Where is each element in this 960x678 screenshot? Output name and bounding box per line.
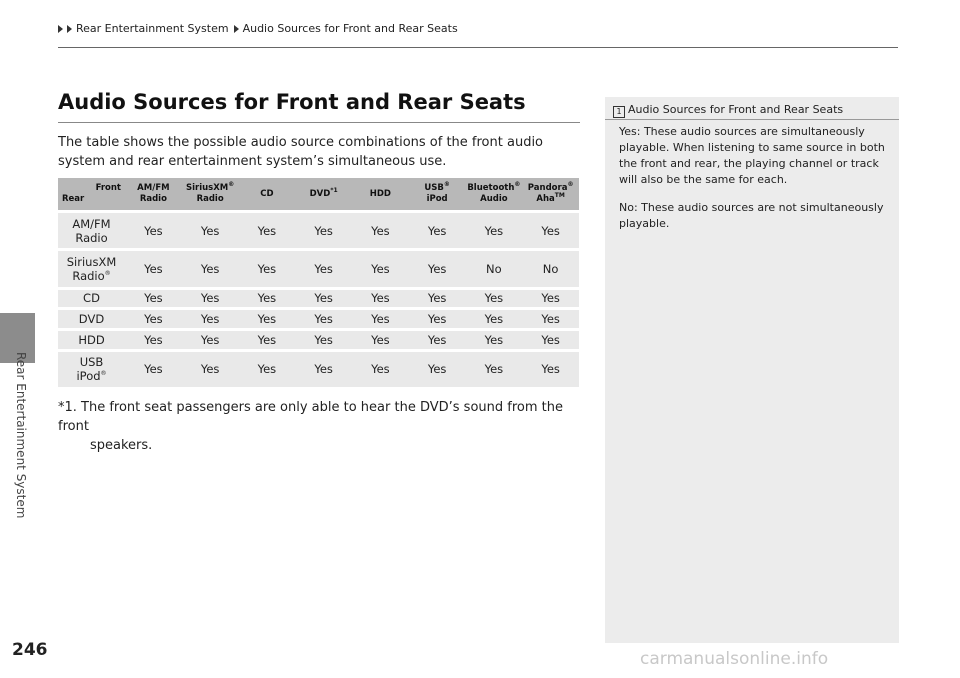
table-cell: Yes — [295, 310, 352, 328]
column-header-label: Radio — [196, 194, 224, 204]
footnote-line: speakers. — [90, 438, 153, 453]
row-header-label: iPod — [76, 369, 101, 384]
column-header-sup: TM — [554, 192, 565, 200]
table-cell: Yes — [182, 290, 239, 308]
table-corner-header — [58, 178, 125, 210]
table-cell: Yes — [352, 310, 409, 328]
table-cell: Yes — [182, 352, 239, 387]
column-header-label: Pandora — [527, 183, 568, 193]
column-header-label: SiriusXM — [185, 183, 229, 193]
row-header-sup: ® — [100, 370, 107, 378]
breadcrumb-item[interactable]: Rear Entertainment System — [76, 22, 229, 35]
table-cell: Yes — [522, 213, 579, 248]
table-row — [58, 310, 579, 328]
column-header-label: CD — [260, 188, 274, 199]
column-header-sup: ® — [567, 181, 574, 189]
table-cell: Yes — [409, 310, 466, 328]
table-cell: Yes — [125, 331, 182, 349]
table-cell: Yes — [352, 352, 409, 387]
column-header — [409, 178, 466, 210]
note-divider — [605, 119, 899, 120]
row-header-label: CD — [83, 291, 100, 306]
table-cell: Yes — [182, 331, 239, 349]
column-header-label: iPod — [426, 194, 448, 204]
table-cell: Yes — [125, 352, 182, 387]
table-cell: Yes — [239, 213, 296, 248]
row-header — [58, 213, 125, 248]
table-cell: Yes — [409, 290, 466, 308]
table-cell: Yes — [522, 331, 579, 349]
table-cell: Yes — [295, 213, 352, 248]
note-icon: 1 — [613, 106, 625, 118]
note-heading — [613, 103, 843, 118]
table-row — [58, 352, 579, 387]
row-header-label: USB — [79, 355, 104, 370]
table-cell: No — [466, 251, 523, 286]
column-header — [239, 178, 296, 210]
note-panel — [605, 97, 899, 643]
table-cell: Yes — [522, 310, 579, 328]
table-cell: Yes — [295, 331, 352, 349]
table-cell: Yes — [239, 331, 296, 349]
triangle-right-icon — [234, 25, 239, 33]
column-header-label: Radio — [139, 194, 167, 204]
table-cell: Yes — [239, 290, 296, 308]
row-header-label: DVD — [78, 312, 105, 327]
column-header-label: AM/FM — [137, 183, 170, 193]
header-divider — [58, 47, 898, 48]
row-header — [58, 331, 125, 349]
row-header-sup: ® — [104, 270, 111, 278]
page-title: Audio Sources for Front and Rear Seats — [58, 90, 526, 114]
table-cell: Yes — [466, 290, 523, 308]
triangle-right-icon — [67, 25, 72, 33]
table-cell: No — [522, 251, 579, 286]
table-cell: Yes — [239, 310, 296, 328]
row-header — [58, 251, 125, 286]
section-tab-label: Rear Entertainment System — [14, 352, 28, 519]
table-cell: Yes — [182, 310, 239, 328]
column-header-label: HDD — [369, 188, 391, 199]
column-header-label: USB — [424, 183, 444, 193]
watermark: carmanualsonline.info — [640, 649, 829, 669]
intro-paragraph: The table shows the possible audio source combinations of the front audio system and rear entertainment system’s simultaneous use. — [58, 135, 544, 169]
page-number: 246 — [12, 640, 48, 660]
table-row — [58, 331, 579, 349]
title-divider — [58, 122, 580, 123]
table-cell: Yes — [125, 310, 182, 328]
table-cell: Yes — [352, 290, 409, 308]
column-header — [295, 178, 352, 210]
table-row — [58, 213, 579, 248]
column-header — [522, 178, 579, 210]
row-header-label: Radio — [75, 230, 108, 245]
row-header-label: Radio — [72, 268, 105, 283]
note-paragraph-no: No: These audio sources are not simultaneously playable. — [619, 201, 884, 230]
column-header-sup: ® — [514, 181, 521, 189]
table-cell: Yes — [182, 213, 239, 248]
corner-rear-label: Rear — [62, 194, 85, 204]
table-cell: Yes — [295, 290, 352, 308]
footnote — [58, 398, 580, 455]
column-header — [466, 178, 523, 210]
table-header-row — [58, 178, 579, 210]
table-cell: Yes — [182, 251, 239, 286]
note-paragraph-yes: Yes: These audio sources are simultaneously playable. When listening to same source in both the front and rear, the playing channel or track will also be the same for each. — [619, 125, 885, 186]
breadcrumb-item[interactable]: Audio Sources for Front and Rear Seats — [242, 22, 458, 35]
table-cell: Yes — [409, 352, 466, 387]
column-header-sup: *1 — [330, 186, 338, 194]
table-cell: Yes — [409, 251, 466, 286]
note-heading-text: Audio Sources for Front and Rear Seats — [628, 103, 844, 116]
table-cell: Yes — [466, 310, 523, 328]
column-header-label: Aha — [536, 194, 555, 204]
table-cell: Yes — [352, 213, 409, 248]
table-cell: Yes — [409, 213, 466, 248]
column-header-label: Bluetooth — [467, 183, 515, 193]
table-cell: Yes — [466, 213, 523, 248]
table-cell: Yes — [466, 331, 523, 349]
row-header — [58, 290, 125, 308]
table-cell: Yes — [295, 251, 352, 286]
row-header-label: HDD — [78, 332, 105, 347]
table-row — [58, 251, 579, 286]
table-cell: Yes — [295, 352, 352, 387]
column-header-sup: ® — [228, 181, 235, 189]
table-cell: Yes — [125, 290, 182, 308]
table-cell: Yes — [352, 331, 409, 349]
row-header — [58, 352, 125, 387]
table-cell: Yes — [522, 290, 579, 308]
column-header-label: DVD — [309, 188, 331, 199]
table-cell: Yes — [125, 213, 182, 248]
table-cell: Yes — [466, 352, 523, 387]
column-header-sup: ® — [443, 181, 450, 189]
triangle-right-icon — [58, 25, 63, 33]
table-cell: Yes — [239, 352, 296, 387]
table-cell: Yes — [125, 251, 182, 286]
table-cell: Yes — [239, 251, 296, 286]
audio-source-table — [58, 175, 579, 390]
footnote-line: *1. The front seat passengers are only able to hear the DVD’s sound from the front — [58, 400, 563, 434]
column-header-label: Audio — [480, 194, 508, 204]
row-header-label: AM/FM — [72, 216, 111, 231]
table-cell: Yes — [352, 251, 409, 286]
column-header — [125, 178, 182, 210]
corner-front-label: Front — [95, 183, 121, 193]
column-header — [182, 178, 239, 210]
table-cell: Yes — [409, 331, 466, 349]
table-row — [58, 290, 579, 308]
breadcrumb — [58, 22, 458, 35]
table-cell: Yes — [522, 352, 579, 387]
column-header — [352, 178, 409, 210]
row-header-label: SiriusXM — [66, 254, 117, 269]
row-header — [58, 310, 125, 328]
